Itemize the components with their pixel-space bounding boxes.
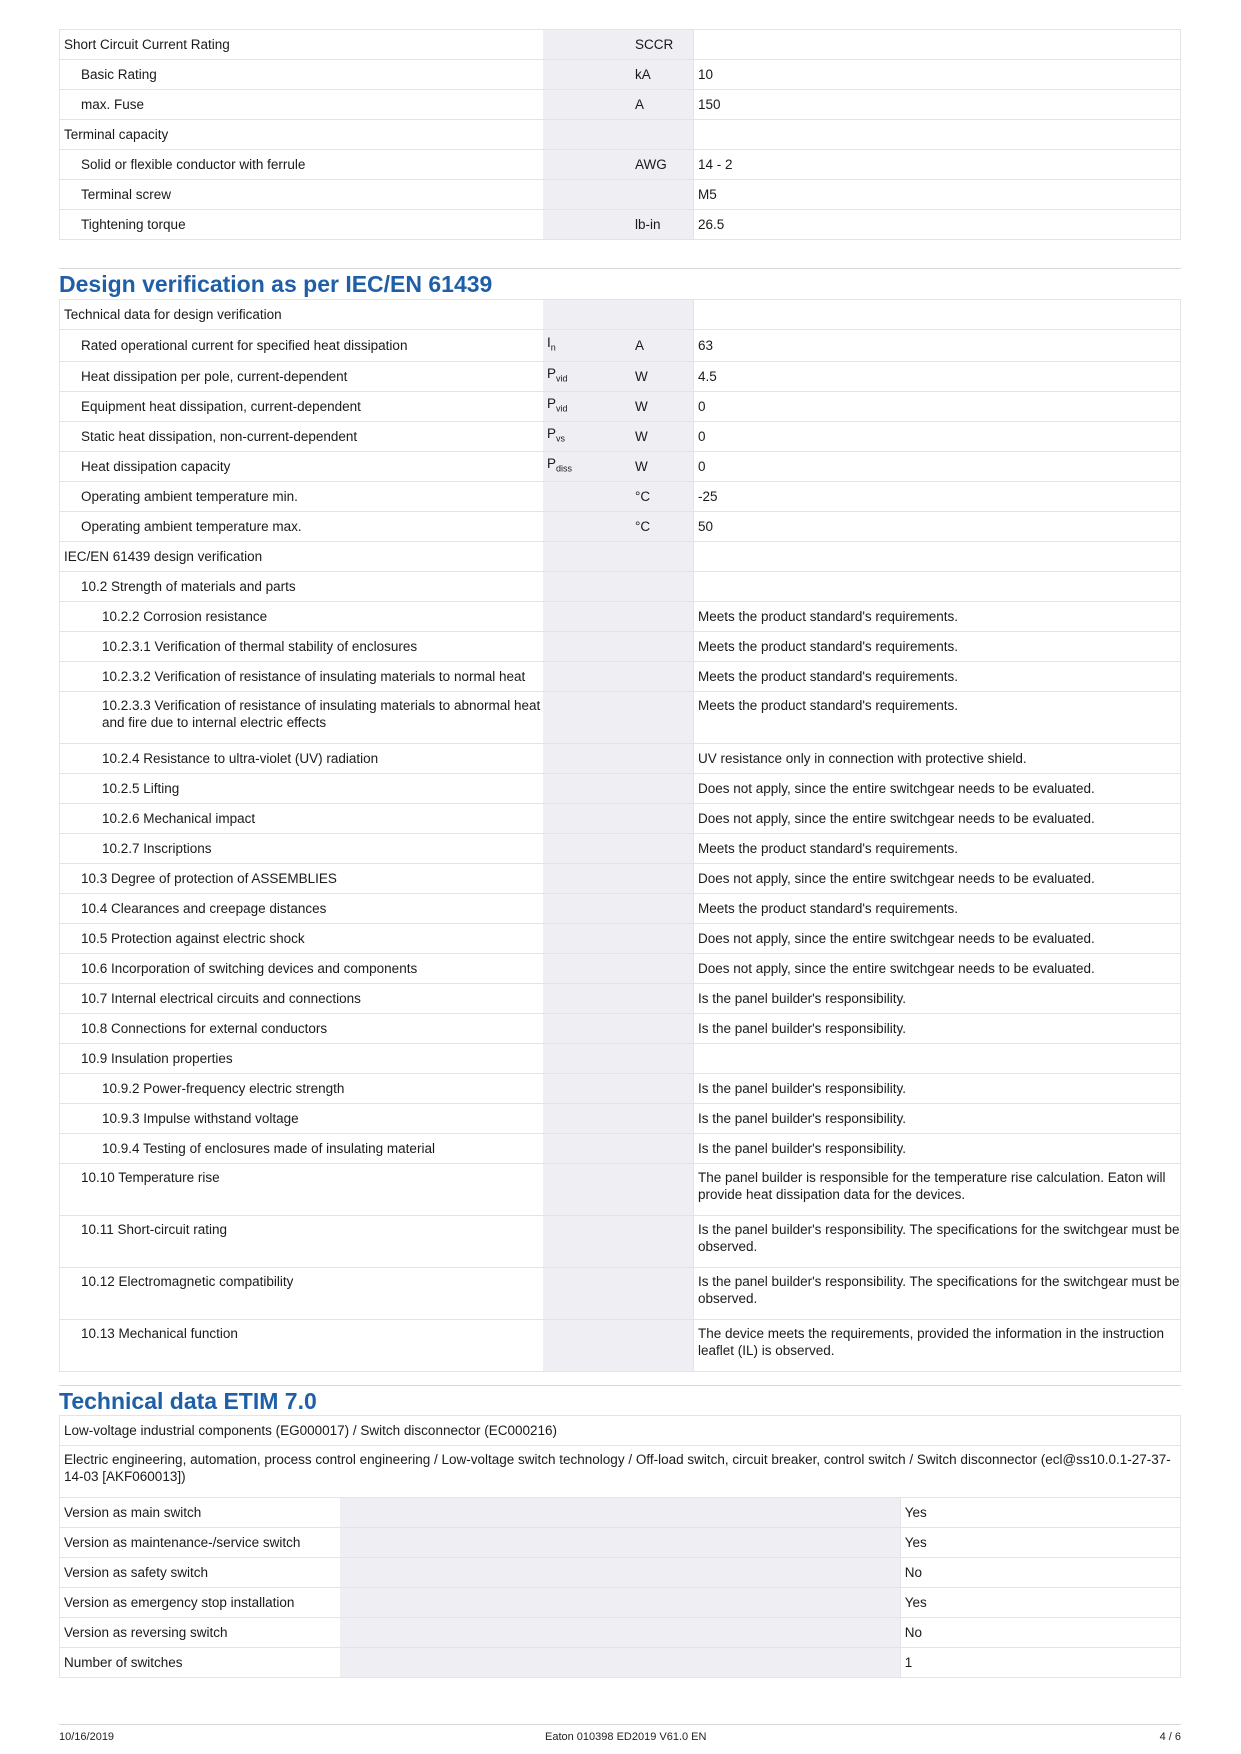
row-value: 4.5 bbox=[694, 362, 1181, 392]
row-value: 0 bbox=[694, 452, 1181, 482]
table-row bbox=[60, 60, 1181, 90]
row-label: 10.3 Degree of protection of ASSEMBLIES bbox=[60, 864, 544, 894]
etim-path-line: Electric engineering, automation, process control engineering / Low-voltage switch technology / Off-load switch, circuit breaker, control switch / Switch disconnector (ecl@ss10.0.1-27-37-14-03 [AKF060013]) bbox=[60, 1446, 1181, 1498]
table-row bbox=[60, 924, 1181, 954]
etim-class-line: Low-voltage industrial components (EG000017) / Switch disconnector (EC000216) bbox=[60, 1416, 1181, 1446]
table-row bbox=[60, 362, 1181, 392]
table-row bbox=[60, 30, 1181, 60]
row-value bbox=[694, 542, 1181, 572]
row-value: Does not apply, since the entire switchgear needs to be evaluated. bbox=[694, 864, 1181, 894]
row-value: Does not apply, since the entire switchgear needs to be evaluated. bbox=[694, 924, 1181, 954]
row-label: 10.5 Protection against electric shock bbox=[60, 924, 544, 954]
row-label: Version as maintenance-/service switch bbox=[60, 1528, 340, 1558]
row-unit: W bbox=[631, 362, 694, 392]
row-unit: W bbox=[631, 422, 694, 452]
table-row bbox=[60, 1588, 1181, 1618]
row-symbol: $P_{diss}$ bbox=[543, 452, 631, 482]
row-value: Does not apply, since the entire switchgear needs to be evaluated. bbox=[694, 954, 1181, 984]
row-label: 10.11 Short-circuit rating bbox=[60, 1216, 544, 1268]
table-row bbox=[60, 150, 1181, 180]
row-value: Is the panel builder's responsibility. bbox=[694, 1074, 1181, 1104]
row-value: Yes bbox=[900, 1498, 1180, 1528]
row-value: 26.5 bbox=[694, 210, 1181, 240]
row-label: 10.7 Internal electrical circuits and connections bbox=[60, 984, 544, 1014]
table-row bbox=[60, 602, 1181, 632]
row-label: Version as safety switch bbox=[60, 1558, 340, 1588]
row-label: 10.10 Temperature rise bbox=[60, 1164, 544, 1216]
table-row bbox=[60, 662, 1181, 692]
row-unit: SCCR bbox=[631, 30, 694, 60]
table-row bbox=[60, 300, 1181, 330]
row-label: 10.4 Clearances and creepage distances bbox=[60, 894, 544, 924]
row-value: 1 bbox=[900, 1648, 1180, 1678]
row-value: 14 - 2 bbox=[694, 150, 1181, 180]
row-value: Is the panel builder's responsibility. bbox=[694, 984, 1181, 1014]
row-label: 10.8 Connections for external conductors bbox=[60, 1014, 544, 1044]
row-value: -25 bbox=[694, 482, 1181, 512]
row-label: 10.2.6 Mechanical impact bbox=[60, 804, 544, 834]
footer-page-number: 4 / 6 bbox=[1159, 1731, 1181, 1743]
table-row bbox=[60, 1104, 1181, 1134]
row-value: The panel builder is responsible for the temperature rise calculation. Eaton will provide heat dissipation data for the devices. bbox=[694, 1164, 1181, 1216]
footer-date: 10/16/2019 bbox=[59, 1731, 115, 1743]
row-label: Version as main switch bbox=[60, 1498, 340, 1528]
table-row bbox=[60, 90, 1181, 120]
row-label: Basic Rating bbox=[60, 60, 544, 90]
row-unit: W bbox=[631, 452, 694, 482]
row-label: 10.9.2 Power-frequency electric strength bbox=[60, 1074, 544, 1104]
table-row bbox=[60, 422, 1181, 452]
row-label: Operating ambient temperature max. bbox=[60, 512, 544, 542]
row-label: Rated operational current for specified heat dissipation bbox=[60, 330, 544, 362]
row-label: Tightening torque bbox=[60, 210, 544, 240]
table-row bbox=[60, 1044, 1181, 1074]
table-row bbox=[60, 1498, 1181, 1528]
row-label: 10.2.5 Lifting bbox=[60, 774, 544, 804]
row-value: Meets the product standard's requirements. bbox=[694, 692, 1181, 744]
table-row bbox=[60, 984, 1181, 1014]
row-unit: °C bbox=[631, 482, 694, 512]
row-symbol: $I_n$ bbox=[543, 330, 631, 362]
row-value: Is the panel builder's responsibility. bbox=[694, 1134, 1181, 1164]
table-row bbox=[60, 542, 1181, 572]
table-row bbox=[60, 954, 1181, 984]
table-row bbox=[60, 804, 1181, 834]
table-row bbox=[60, 1320, 1181, 1372]
row-unit: W bbox=[631, 392, 694, 422]
row-value: 150 bbox=[694, 90, 1181, 120]
row-label: Operating ambient temperature min. bbox=[60, 482, 544, 512]
row-label: Short Circuit Current Rating bbox=[60, 30, 544, 60]
table-row bbox=[60, 120, 1181, 150]
row-unit: °C bbox=[631, 512, 694, 542]
design-verification-table bbox=[59, 299, 1181, 1372]
row-value: Meets the product standard's requirements. bbox=[694, 602, 1181, 632]
table-row bbox=[60, 512, 1181, 542]
row-value: Yes bbox=[900, 1588, 1180, 1618]
row-label: Heat dissipation per pole, current-dependent bbox=[60, 362, 544, 392]
row-label: 10.2.4 Resistance to ultra-violet (UV) radiation bbox=[60, 744, 544, 774]
section-heading-design-verification: Design verification as per IEC/EN 61439 bbox=[59, 268, 1181, 298]
table-row bbox=[60, 632, 1181, 662]
table-row bbox=[60, 834, 1181, 864]
row-label: 10.6 Incorporation of switching devices and components bbox=[60, 954, 544, 984]
row-label: 10.2.7 Inscriptions bbox=[60, 834, 544, 864]
row-value: The device meets the requirements, provided the information in the instruction leaflet (IL) is observed. bbox=[694, 1320, 1181, 1372]
table-row bbox=[60, 482, 1181, 512]
row-label: 10.9.4 Testing of enclosures made of insulating material bbox=[60, 1134, 544, 1164]
table-row bbox=[60, 1014, 1181, 1044]
row-unit bbox=[631, 180, 694, 210]
row-label: Number of switches bbox=[60, 1648, 340, 1678]
table-row bbox=[60, 1164, 1181, 1216]
table-row bbox=[60, 1416, 1181, 1446]
row-value: Is the panel builder's responsibility. The specifications for the switchgear must be observed. bbox=[694, 1268, 1181, 1320]
row-label: Terminal screw bbox=[60, 180, 544, 210]
table-row bbox=[60, 1268, 1181, 1320]
row-value: Meets the product standard's requirements. bbox=[694, 662, 1181, 692]
row-label: Terminal capacity bbox=[60, 120, 544, 150]
row-label: 10.12 Electromagnetic compatibility bbox=[60, 1268, 544, 1320]
row-unit: A bbox=[631, 90, 694, 120]
row-value bbox=[694, 30, 1181, 60]
row-value: Is the panel builder's responsibility. The specifications for the switchgear must be observed. bbox=[694, 1216, 1181, 1268]
row-label: Solid or flexible conductor with ferrule bbox=[60, 150, 544, 180]
row-label: 10.2 Strength of materials and parts bbox=[60, 572, 544, 602]
row-value: Meets the product standard's requirements. bbox=[694, 894, 1181, 924]
row-label: Static heat dissipation, non-current-dependent bbox=[60, 422, 544, 452]
row-value bbox=[694, 572, 1181, 602]
footer-doc-id: Eaton 010398 ED2019 V61.0 EN bbox=[545, 1731, 707, 1743]
row-value: Yes bbox=[900, 1528, 1180, 1558]
row-value: Meets the product standard's requirements. bbox=[694, 632, 1181, 662]
row-value: M5 bbox=[694, 180, 1181, 210]
row-label: 10.13 Mechanical function bbox=[60, 1320, 544, 1372]
table-row bbox=[60, 1216, 1181, 1268]
row-value: Does not apply, since the entire switchgear needs to be evaluated. bbox=[694, 804, 1181, 834]
row-symbol: $P_{vid}$ bbox=[543, 392, 631, 422]
row-value bbox=[694, 120, 1181, 150]
table-row bbox=[60, 894, 1181, 924]
row-label: Equipment heat dissipation, current-dependent bbox=[60, 392, 544, 422]
row-value: Is the panel builder's responsibility. bbox=[694, 1014, 1181, 1044]
table-row bbox=[60, 1446, 1181, 1498]
row-label: 10.2.3.1 Verification of thermal stability of enclosures bbox=[60, 632, 544, 662]
row-value: Is the panel builder's responsibility. bbox=[694, 1104, 1181, 1134]
table-row bbox=[60, 774, 1181, 804]
table-row bbox=[60, 1074, 1181, 1104]
table-row bbox=[60, 180, 1181, 210]
terminal-spec-table bbox=[59, 29, 1181, 240]
table-row bbox=[60, 210, 1181, 240]
row-label: IEC/EN 61439 design verification bbox=[60, 542, 544, 572]
row-unit bbox=[631, 120, 694, 150]
row-label: Technical data for design verification bbox=[60, 300, 544, 330]
row-label: max. Fuse bbox=[60, 90, 544, 120]
row-value bbox=[694, 1044, 1181, 1074]
section-heading-etim: Technical data ETIM 7.0 bbox=[59, 1385, 1181, 1415]
row-value: 63 bbox=[694, 330, 1181, 362]
table-row bbox=[60, 864, 1181, 894]
etim-table bbox=[59, 1415, 1181, 1678]
table-row bbox=[60, 1528, 1181, 1558]
row-label: 10.2.3.3 Verification of resistance of insulating materials to abnormal heat and fire due to internal electric effects bbox=[60, 692, 544, 744]
table-row bbox=[60, 692, 1181, 744]
row-label: 10.2.3.2 Verification of resistance of insulating materials to normal heat bbox=[60, 662, 544, 692]
row-label: 10.9 Insulation properties bbox=[60, 1044, 544, 1074]
table-row bbox=[60, 330, 1181, 362]
row-value: No bbox=[900, 1618, 1180, 1648]
row-value: 10 bbox=[694, 60, 1181, 90]
row-unit: lb-in bbox=[631, 210, 694, 240]
table-row bbox=[60, 1558, 1181, 1588]
row-label: 10.2.2 Corrosion resistance bbox=[60, 602, 544, 632]
row-unit: kA bbox=[631, 60, 694, 90]
row-value: 0 bbox=[694, 422, 1181, 452]
row-value: Does not apply, since the entire switchgear needs to be evaluated. bbox=[694, 774, 1181, 804]
row-unit: A bbox=[631, 330, 694, 362]
row-value: 50 bbox=[694, 512, 1181, 542]
row-label: Version as emergency stop installation bbox=[60, 1588, 340, 1618]
row-value: Meets the product standard's requirements. bbox=[694, 834, 1181, 864]
table-row bbox=[60, 1134, 1181, 1164]
table-row bbox=[60, 1648, 1181, 1678]
table-row bbox=[60, 452, 1181, 482]
row-symbol: $P_{vs}$ bbox=[543, 422, 631, 452]
row-label: Heat dissipation capacity bbox=[60, 452, 544, 482]
row-unit: AWG bbox=[631, 150, 694, 180]
table-row bbox=[60, 392, 1181, 422]
table-row bbox=[60, 1618, 1181, 1648]
row-label: Version as reversing switch bbox=[60, 1618, 340, 1648]
row-label: 10.9.3 Impulse withstand voltage bbox=[60, 1104, 544, 1134]
page-footer bbox=[59, 1724, 1181, 1743]
table-row bbox=[60, 572, 1181, 602]
row-value: 0 bbox=[694, 392, 1181, 422]
row-symbol: $P_{vid}$ bbox=[543, 362, 631, 392]
row-value: No bbox=[900, 1558, 1180, 1588]
row-value: UV resistance only in connection with protective shield. bbox=[694, 744, 1181, 774]
table-row bbox=[60, 744, 1181, 774]
